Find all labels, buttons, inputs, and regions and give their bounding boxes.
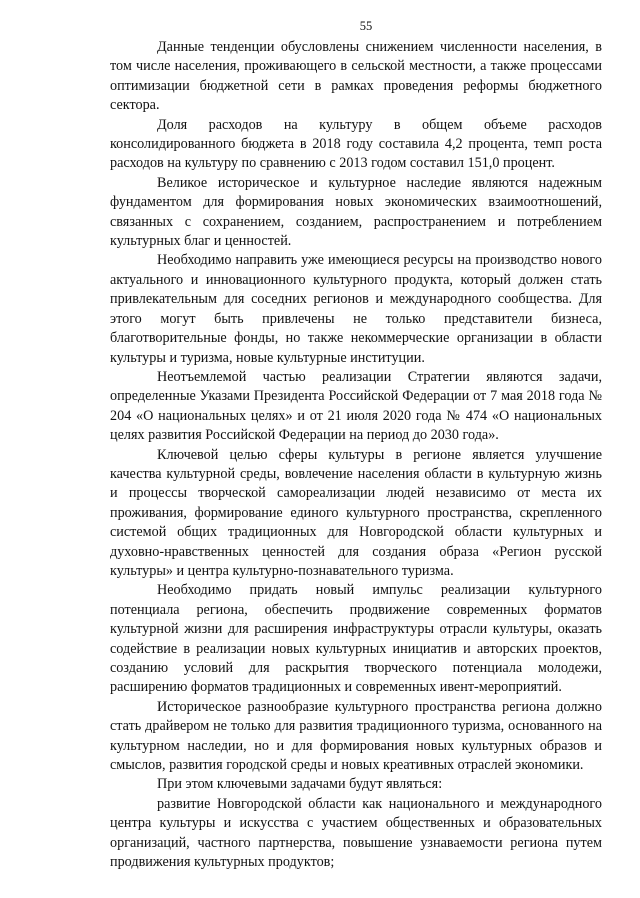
paragraph-7: Необходимо придать новый импульс реализации культурного потенциала региона, обеспечить продвижение современных форматов культурной жизни для расширения инфраструктуры отрасли культуры, оказать содействие в реализации новых культурных инициатив и авторских проектов, созданию условий для раскрытия творческого потенциала молодежи, расширению форматов традиционных и современных ивент-мероприятий. xyxy=(110,582,602,696)
paragraph-4: Необходимо направить уже имеющиеся ресурсы на производство нового актуального и инновационного культурного продукта, который должен стать привлекательным для соседних регионов и международного сообщества. Для этого могут быть привлечены не только представители бизнеса, благотворительные фонды, но также некоммерческие организации в области культуры и туризма, новые культурные институции. xyxy=(110,252,602,366)
paragraph-10: развитие Новгородской области как национального и международного центра культуры и искусства с участием общественных и образовательных организаций, частного партнерства, повышение узнаваемости региона путем продвижения культурных продуктов; xyxy=(110,795,602,871)
paragraph-3: Великое историческое и культурное наследие являются надежным фундаментом для формирования новых экономических взаимоотношений, связанных с сохранением, созданием, распространением и потреблением культурных благ и ценностей. xyxy=(110,174,602,250)
paragraph-5: Неотъемлемой частью реализации Стратегии являются задачи, определенные Указами Президента Российской Федерации от 7 мая 2018 года № 204 «О национальных целях» и от 21 июля 2020 года № 474 «О национальных целях развития Российской Федерации на период до 2030 года». xyxy=(110,368,602,444)
paragraph-9: При этом ключевыми задачами будут являться: xyxy=(157,776,443,793)
paragraph-1: Данные тенденции обусловлены снижением численности населения, в том числе населения, проживающего в сельской местности, а также процессами оптимизации бюджетной сети в рамках проведения реформы бюджетного сектора. xyxy=(110,39,602,114)
paragraph-2: Доля расходов на культуру в общем объеме расходов консолидированного бюджета в 2018 году составила 4,2 процента, темп роста расходов на культуру по сравнению с 2013 годом составил 151,0 процент. xyxy=(110,116,602,172)
paragraph-8: Историческое разнообразие культурного пространства региона должно стать драйвером не только для развития традиционного туризма, основанного на культурном наследии, но и для формирования новых культурных образов и смыслов, развития городской среды и новых креативных отраслей экономики. xyxy=(110,698,602,774)
page-number: 55 xyxy=(359,19,373,33)
paragraph-6: Ключевой целью сферы культуры в регионе является улучшение качества культурной среды, вовлечение населения области в культурную жизнь и процессы творческой самореализации людей независимо от места их проживания, формирование единого культурного пространства, скрепленного системой общих традиционных для Новгородской области культурных и духовно-нравственных ценностей для создания образа «Регион русской культуры» и центра культурно-познавательного туризма. xyxy=(110,446,602,579)
